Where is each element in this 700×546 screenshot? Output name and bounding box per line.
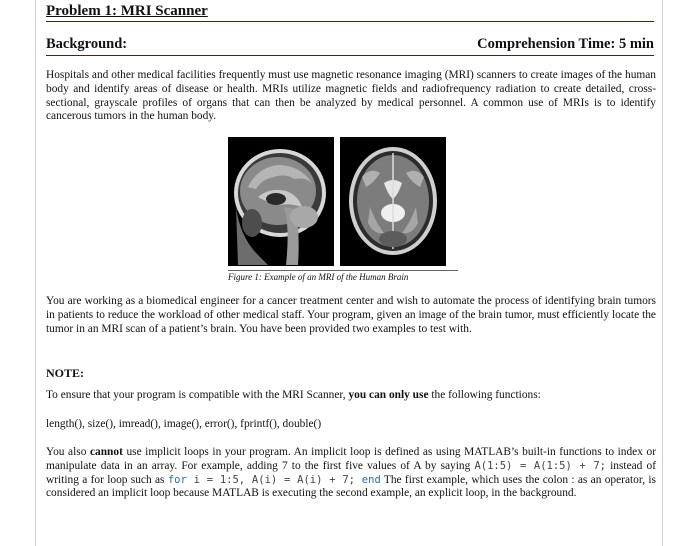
code-keyword-for: for — [167, 473, 187, 486]
compatibility-sentence: To ensure that your program is compatible with the MRI Scanner, you can only use the following functions: — [46, 389, 541, 401]
task-paragraph: You are working as a biomedical engineer for a cancer treatment center and wish to automate the process of identifying brain tumors in patients to reduce the workload of other medical staff. Your program, given an image of the brain tumor, must efficiently locate the tumor in an MRI scan of a patient’s brain. You have been provided two examples to test with. — [46, 295, 656, 335]
section-label: Background: — [46, 36, 128, 52]
right-margin-rule — [662, 0, 663, 546]
mri-figure — [228, 137, 446, 275]
problem-title: Problem 1: MRI Scanner — [46, 2, 654, 22]
left-margin-rule — [35, 0, 36, 546]
mri-axial-image — [340, 137, 446, 266]
explicit-loop-code: i = 1:5, A(i) = A(i) + 7; — [186, 473, 362, 486]
section-header — [46, 35, 654, 56]
background-paragraph: Hospitals and other medical facilities frequently must use magnetic resonance imaging (MRI) scanners to create images of the human body and identify areas of disease or health. MRIs utilize magnetic fields and radiofrequency radiation to create detailed, cross-sectional, grayscale profiles of organs that can then be analyzed by medical personnel. A common use of MRIs is to identify cancerous tumors in the human body. — [46, 69, 656, 123]
figure-caption: Figure 1: Example of an MRI of the Human Brain — [228, 270, 458, 283]
code-keyword-end: end — [361, 473, 381, 486]
implicit-loop-code: A(1:5) = A(1:5) + 7; — [474, 459, 606, 472]
comprehension-time: Comprehension Time: 5 min — [477, 36, 654, 52]
note-label: NOTE: — [46, 366, 85, 380]
allowed-functions-list: length(), size(), imread(), image(), error(), fprintf(), double() — [46, 418, 322, 430]
implicit-loop-paragraph: You also cannot use implicit loops in your program. An implicit loop is defined as using MATLAB’s built-in functions to index or manipulate data in an array. For example, adding 7 to the first five values of A by saying A(1:5) = A(1:5) + 7; instead of writing a for loop such as for i = 1:5, A(i) = A(i) + 7; end The first example, which uses the colon : as an operator, is considered an implicit loop because MATLAB is executing the second example, an explicit loop, in the background. — [46, 446, 656, 500]
mri-sagittal-image — [228, 137, 334, 266]
